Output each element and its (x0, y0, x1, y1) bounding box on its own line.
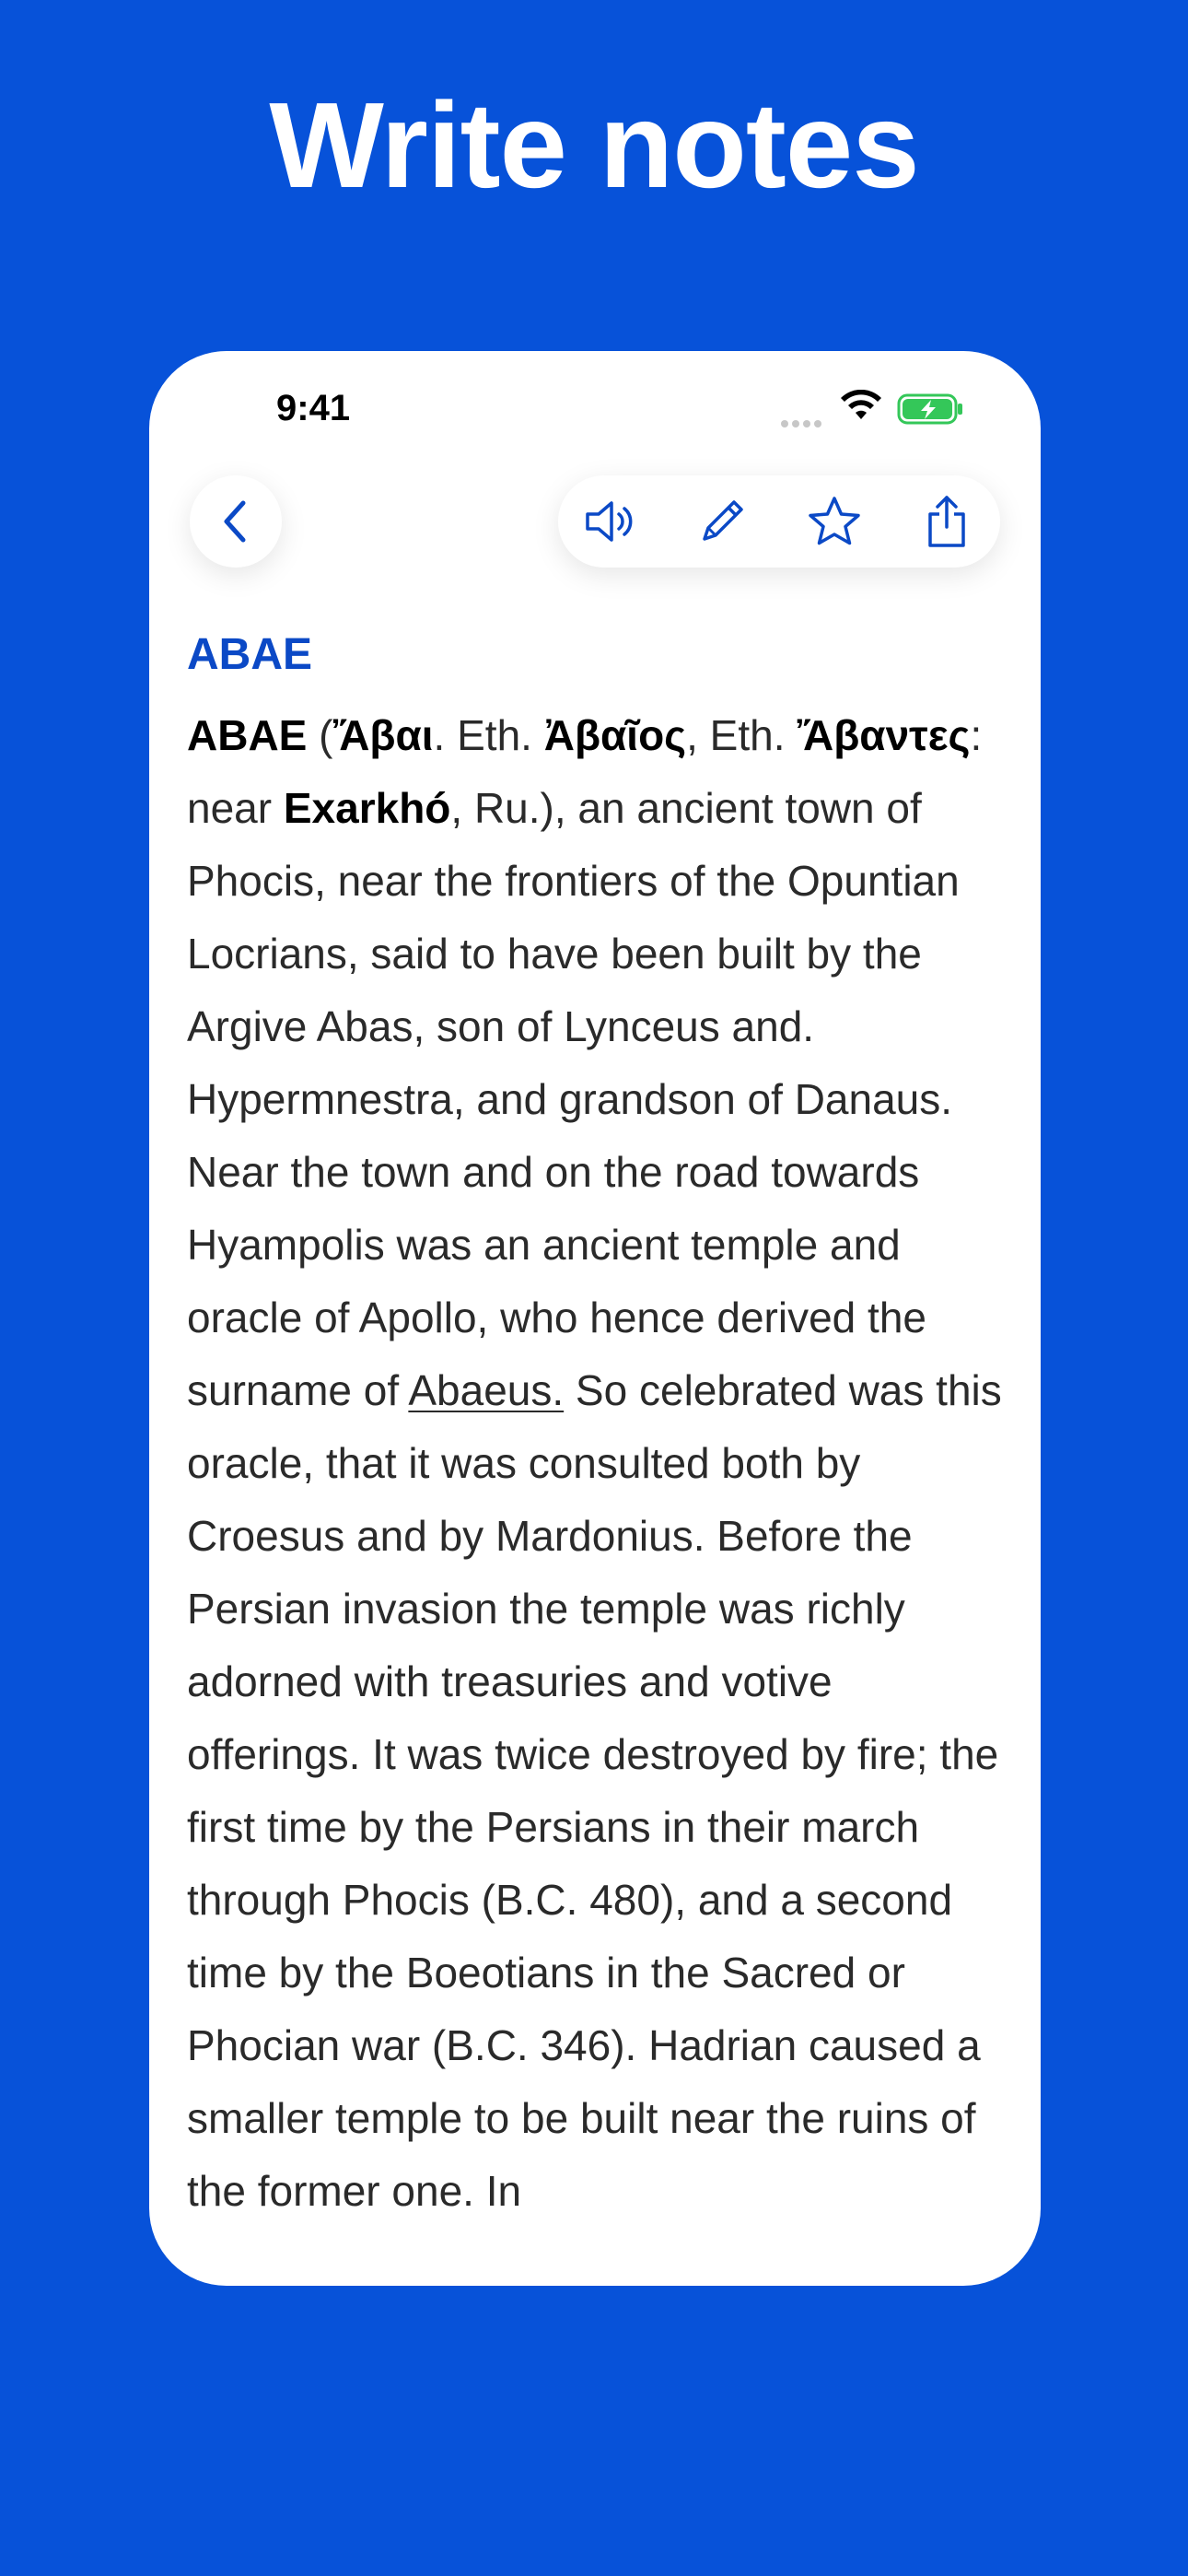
pencil-icon (695, 495, 749, 548)
body-text: , Ru.), an ancient town of Phocis, near the frontiers of the Opuntian Locrians, said to have been built by the Argive Abas, son of Lynceus and. Hypermnestra, and grandson of Danaus. Near the town and on the road towards Hyampolis was an ancient temple and oracle of Apollo, who hence derived the surname of (187, 784, 960, 1414)
greek-ethnic-plural: Ἄβαντες (797, 711, 971, 759)
pronounce-button[interactable] (580, 492, 639, 551)
favorite-button[interactable] (805, 492, 864, 551)
body-text: So celebrated was this oracle, that it was consulted both by Croesus and by Mardonius. Before the Persian invasion the temple was richly adorned with treasuries and votive offerings. It was twice destroyed by fire; the first time by the Persians in their march through Phocis (B.C. 480), and a second time by the Boeotians in the Sacred or Phocian war (B.C. 346). Hadrian caused a smaller temple to be built near the ruins of the former one. In (187, 1366, 1002, 2215)
body-text: : near (187, 711, 983, 832)
modern-name: Exarkhó (283, 784, 451, 832)
status-bar (149, 351, 1041, 462)
chevron-left-icon (217, 498, 254, 545)
headline: Write notes (269, 77, 919, 213)
abaeus-link[interactable]: Abaeus. (408, 1366, 565, 1414)
body-text: , Eth. (686, 711, 798, 759)
toolbar (558, 475, 1000, 568)
write-note-button[interactable] (693, 492, 751, 551)
signal-dots-icon (781, 416, 825, 432)
back-button[interactable] (190, 475, 282, 568)
greek-ethnic: Ἀβαῖος (543, 711, 687, 759)
body-text: . Eth. (433, 711, 544, 759)
star-icon (807, 495, 862, 548)
greek-name: Ἄβαι (332, 711, 434, 759)
entry-title: ABAE (187, 630, 313, 679)
entry-body (187, 699, 1016, 2228)
share-icon (925, 494, 969, 549)
battery-charging-icon (897, 393, 965, 425)
phone-screen (149, 351, 1041, 2286)
wifi-icon (840, 390, 882, 421)
status-time: 9:41 (276, 388, 351, 428)
headword: ABAE (187, 711, 308, 759)
share-button[interactable] (917, 492, 976, 551)
body-text: ( (307, 711, 333, 759)
speaker-icon (582, 496, 637, 547)
